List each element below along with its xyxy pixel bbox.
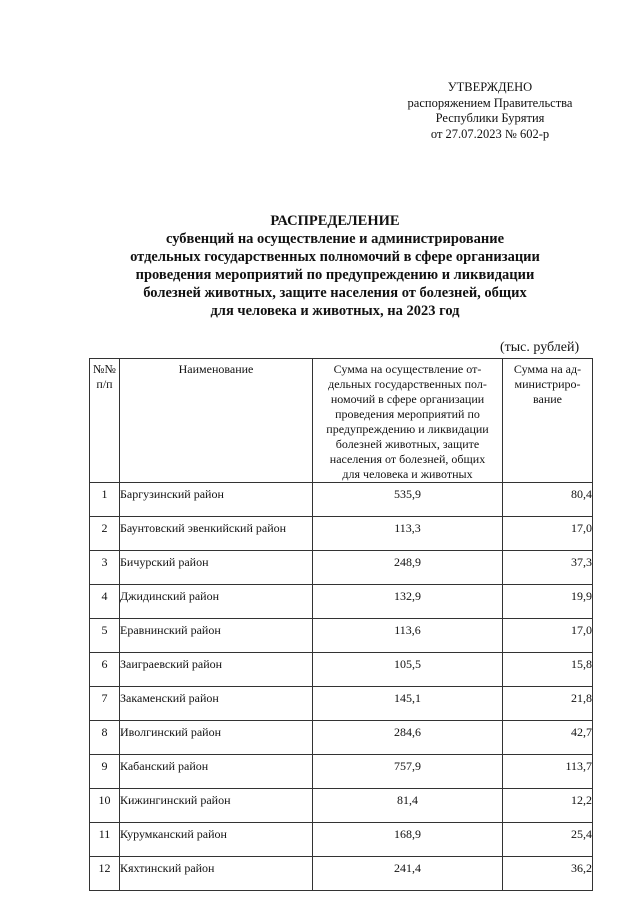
row-district-name: Бичурский район xyxy=(120,551,313,585)
header-main-line-2: дельных государственных пол- xyxy=(328,377,487,391)
title-line-1: РАСПРЕДЕЛЕНИЕ xyxy=(270,213,400,229)
header-main-line-1: Сумма на осуществление от- xyxy=(333,362,482,376)
table-row xyxy=(90,619,593,653)
row-admin-amount: 17,0 xyxy=(503,517,593,551)
table-row xyxy=(90,789,593,823)
title-line-4: проведения мероприятий по предупреждению и ликвидации xyxy=(135,267,535,283)
row-main-amount: 168,9 xyxy=(313,823,503,857)
units-label: (тыс. рублей) xyxy=(500,340,580,355)
row-number: 12 xyxy=(90,857,120,891)
row-number: 11 xyxy=(90,823,120,857)
row-district-name: Заиграевский район xyxy=(120,653,313,687)
header-name: Наименование xyxy=(120,359,313,483)
title-line-3: отдельных государственных полномочий в сфере организации xyxy=(130,249,540,265)
row-district-name: Курумканский район xyxy=(120,823,313,857)
row-number: 7 xyxy=(90,687,120,721)
row-district-name: Еравнинский район xyxy=(120,619,313,653)
table-row xyxy=(90,585,593,619)
row-main-amount: 113,3 xyxy=(313,517,503,551)
row-district-name: Баргузинский район xyxy=(120,483,313,517)
row-main-amount: 132,9 xyxy=(313,585,503,619)
row-admin-amount: 36,2 xyxy=(503,857,593,891)
row-district-name: Кабанский район xyxy=(120,755,313,789)
header-admin-line-3: вание xyxy=(532,392,562,406)
title-line-6: для человека и животных, на 2023 год xyxy=(210,303,460,319)
row-number: 8 xyxy=(90,721,120,755)
row-number: 10 xyxy=(90,789,120,823)
row-admin-amount: 17,0 xyxy=(503,619,593,653)
table-row xyxy=(90,551,593,585)
table-header-row xyxy=(90,359,593,483)
header-number-line-1: №№ xyxy=(93,362,116,376)
header-number xyxy=(90,359,120,483)
row-number: 5 xyxy=(90,619,120,653)
header-admin-amount xyxy=(503,359,593,483)
table-row xyxy=(90,483,593,517)
row-main-amount: 284,6 xyxy=(313,721,503,755)
row-admin-amount: 12,2 xyxy=(503,789,593,823)
approval-block xyxy=(395,80,585,142)
row-district-name: Кяхтинский район xyxy=(120,857,313,891)
row-number: 6 xyxy=(90,653,120,687)
row-main-amount: 145,1 xyxy=(313,687,503,721)
header-main-line-6: болезней животных, защите xyxy=(335,437,480,451)
row-district-name: Джидинский район xyxy=(120,585,313,619)
distribution-table xyxy=(89,358,593,891)
row-main-amount: 248,9 xyxy=(313,551,503,585)
row-number: 1 xyxy=(90,483,120,517)
header-main-line-8: для человека и животных xyxy=(342,467,473,481)
row-district-name: Баунтовский эвенкийский район xyxy=(120,517,313,551)
row-number: 4 xyxy=(90,585,120,619)
table-row xyxy=(90,653,593,687)
row-main-amount: 535,9 xyxy=(313,483,503,517)
table-row xyxy=(90,721,593,755)
table-row xyxy=(90,857,593,891)
row-district-name: Иволгинский район xyxy=(120,721,313,755)
table-row xyxy=(90,517,593,551)
row-main-amount: 113,6 xyxy=(313,619,503,653)
row-number: 2 xyxy=(90,517,120,551)
table-row xyxy=(90,823,593,857)
header-main-amount xyxy=(313,359,503,483)
row-number: 9 xyxy=(90,755,120,789)
row-district-name: Закаменский район xyxy=(120,687,313,721)
header-admin-line-2: министриро- xyxy=(514,377,581,391)
table-row xyxy=(90,687,593,721)
header-main-line-5: предупреждению и ликвидации xyxy=(326,422,489,436)
row-main-amount: 757,9 xyxy=(313,755,503,789)
row-district-name: Кижингинский район xyxy=(120,789,313,823)
row-admin-amount: 15,8 xyxy=(503,653,593,687)
row-main-amount: 81,4 xyxy=(313,789,503,823)
approval-heading: УТВЕРЖДЕНО xyxy=(447,80,533,94)
row-admin-amount: 21,8 xyxy=(503,687,593,721)
row-admin-amount: 80,4 xyxy=(503,483,593,517)
row-admin-amount: 37,3 xyxy=(503,551,593,585)
header-number-line-2: п/п xyxy=(96,377,113,391)
row-admin-amount: 42,7 xyxy=(503,721,593,755)
title-line-2: субвенций на осуществление и администрирование xyxy=(165,231,505,247)
header-main-line-3: номочий в сфере организации xyxy=(330,392,485,406)
table-row xyxy=(90,755,593,789)
row-admin-amount: 113,7 xyxy=(503,755,593,789)
approval-order-type: распоряжением Правительства xyxy=(407,95,573,110)
row-number: 3 xyxy=(90,551,120,585)
header-main-line-4: проведения мероприятий по xyxy=(335,407,480,421)
row-main-amount: 241,4 xyxy=(313,857,503,891)
row-admin-amount: 19,9 xyxy=(503,585,593,619)
row-main-amount: 105,5 xyxy=(313,653,503,687)
document-title xyxy=(60,212,610,320)
header-main-line-7: населения от болезней, общих xyxy=(329,452,486,466)
title-line-5: болезней животных, защите населения от болезней, общих xyxy=(143,285,527,301)
approval-authority: Республики Бурятия xyxy=(435,111,545,125)
header-admin-line-1: Сумма на ад- xyxy=(513,362,582,376)
approval-date-number: от 27.07.2023 № 602-р xyxy=(430,126,550,141)
row-admin-amount: 25,4 xyxy=(503,823,593,857)
